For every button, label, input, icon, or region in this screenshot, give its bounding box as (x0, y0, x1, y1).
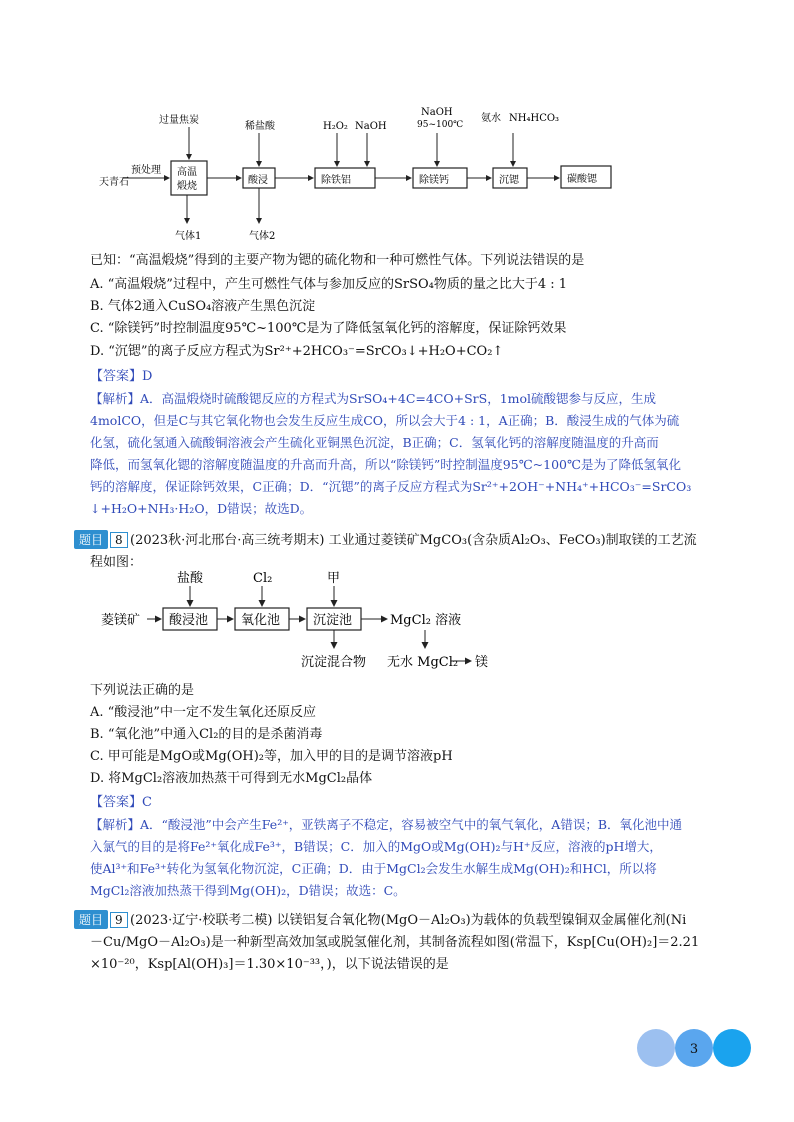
flow1-input-naoh2: NaOH (421, 107, 453, 118)
q8-tag (74, 530, 128, 549)
q7-explain-6: ↓+H₂O+NH₃·H₂O，D错误；故选D。 (90, 501, 313, 516)
flow1-input-hcl: 稀盐酸 (245, 121, 275, 132)
q7-option-b: B. 气体2通入CuSO₄溶液产生黑色沉淀 (90, 299, 316, 314)
flow1-gas2: 气体2 (249, 231, 276, 242)
flow1-box-fe-al: 除铁铝 (321, 175, 351, 186)
q7-explain-5: 钙的溶解度，保证除钙效果，C正确；D．“沉锶”的离子反应方程式为Sr²⁺+2OH⁻+NH₄⁺+HCO₃⁻=SrCO₃ (90, 479, 692, 494)
q7-option-d: D. “沉锶”的离子反应方程式为Sr²⁺+2HCO₃⁻=SrCO₃↓+H₂O+CO₂↑ (90, 344, 504, 359)
page-number: 3 (689, 1042, 699, 1057)
q8-flow-product: MgCl₂ 溶液 (390, 613, 462, 628)
q8-stem-2: 程如图： (90, 555, 143, 570)
q9-tag (74, 910, 128, 929)
q9-stem-2: －Cu/MgO－Al₂O₃)是一种新型高效加氢或脱氢催化剂，其制备流程如图(常温下，Ksp[Cu(OH)₂]＝2.21 (90, 935, 700, 950)
q7-answer-label: 【答案】 (90, 369, 143, 384)
flow1-input-ammonia: 氨水 (481, 113, 501, 124)
q8-flow-top-cl2: Cl₂ (253, 571, 273, 586)
page-number-badge (636, 1028, 752, 1068)
flowchart-strontium (95, 105, 635, 245)
q8-flow-start: 菱镁矿 (101, 613, 141, 628)
flowchart-magnesium-svg (95, 568, 495, 678)
q8-answer (90, 792, 152, 814)
q8-flow-box-leach: 酸浸池 (169, 613, 209, 628)
q8-option-a: A. “酸浸池”中一定不发生氧化还原反应 (90, 705, 316, 720)
q9-stem-3: ×10⁻²⁰，Ksp[Al(OH)₃]＝1.30×10⁻³³，)，以下说法错误的是 (90, 957, 449, 972)
q8-explain-2: 入氯气的目的是将Fe²⁺氧化成Fe³⁺，B错误；C．加入的MgO或Mg(OH)₂与H⁺反应，溶液的pH增大， (90, 839, 662, 854)
flowchart-magnesium (95, 568, 495, 678)
q7-answer-value: D (142, 369, 153, 384)
q7-explain-2: 4molCO，但是C与其它氧化物也会发生反应生成CO，所以会大于4 : 1，A正确；B．酸浸生成的气体为硫 (90, 413, 680, 428)
q8-flow-top-hcl: 盐酸 (177, 571, 204, 586)
flow1-box-mg-ca: 除镁钙 (419, 175, 449, 186)
q8-answer-value: C (142, 795, 152, 810)
flow1-input-temp: 95~100℃ (417, 120, 464, 130)
q8-answer-label: 【答案】 (90, 795, 143, 810)
page-badge-svg (636, 1028, 752, 1068)
q8-tag-number: 8 (110, 532, 128, 548)
flow1-box-leach: 酸浸 (248, 175, 268, 186)
q8-explain-3: 使Al³⁺和Fe³⁺转化为氢氧化物沉淀，C正确；D．由于MgCl₂会发生水解生成Mg(OH)₂和HCl，所以将 (90, 861, 657, 876)
q7-explain-4: 降低，而氢氧化锶的溶解度随温度的升高而升高，所以“除镁钙”时控制温度95℃~100℃是为了降低氢氧化 (90, 457, 681, 472)
flow1-input-nh4hco3: NH₄HCO₃ (509, 113, 560, 124)
q7-option-c: C. “除镁钙”时控制温度95℃~100℃是为了降低氢氧化钙的溶解度，保证除钙效果 (90, 321, 567, 336)
q8-option-d: D. 将MgCl₂溶液加热蒸干可得到无水MgCl₂晶体 (90, 771, 373, 786)
q7-option-a: A. “高温煅烧”过程中，产生可燃性气体与参加反应的SrSO₄物质的量之比大于4 : 1 (90, 277, 568, 292)
q7-answer (90, 366, 152, 388)
flow1-input-naoh: NaOH (355, 121, 387, 132)
q8-explain-1: 【解析】A．“酸浸池”中会产生Fe²⁺，亚铁离子不稳定，容易被空气中的氧气氧化，A错误；B．氧化池中通 (90, 817, 683, 832)
q8-option-b: B. “氧化池”中通入Cl₂的目的是杀菌消毒 (90, 727, 323, 742)
q8-option-c: C. 甲可能是MgO或Mg(OH)₂等，加入甲的目的是调节溶液pH (90, 749, 453, 764)
q8-question: 下列说法正确的是 (90, 683, 195, 698)
flow1-box-roast-a: 高温 (177, 167, 197, 178)
q8-flow-waste: 沉淀混合物 (301, 655, 367, 670)
q7-explain-1: 【解析】A．高温煅烧时硫酸锶反应的方程式为SrSO₄+4C=4CO+SrS，1mol硫酸锶参与反应，生成 (90, 391, 657, 406)
flow1-box-roast-b: 煅烧 (177, 181, 197, 192)
flow1-left-input: 天青石 (99, 177, 129, 188)
q8-flow-box-oxid: 氧化池 (241, 613, 281, 628)
flowchart-strontium-svg (95, 105, 635, 245)
q8-stem-1: (2023秋·河北邢台·高三统考期末) 工业通过菱镁矿MgCO₃(含杂质Al₂O₃、FeCO₃)制取镁的工艺流 (130, 533, 697, 548)
q9-stem-1: (2023·辽宁·校联考二模) 以镁铝复合氧化物(MgO－Al₂O₃)为载体的负载型镍铜双金属催化剂(Ni (130, 913, 687, 928)
flow1-box-product: 碳酸锶 (567, 174, 597, 185)
flow1-input-coke: 过量焦炭 (159, 115, 199, 126)
q9-tag-label: 题目 (74, 910, 108, 929)
q8-flow-box-precip: 沉淀池 (313, 613, 353, 628)
flow1-gas1: 气体1 (175, 231, 202, 242)
q8-explain-4: MgCl₂溶液加热蒸干得到Mg(OH)₂，D错误；故选：C。 (90, 883, 406, 898)
q9-tag-number: 9 (110, 912, 128, 928)
q8-tag-label: 题目 (74, 530, 108, 549)
flow1-pretreat-label: 预处理 (131, 165, 161, 176)
q8-flow-mg: 镁 (475, 655, 489, 670)
badge-circle-light (637, 1029, 675, 1067)
q8-flow-top-jia: 甲 (327, 571, 341, 586)
flow1-box-sr: 沉锶 (499, 175, 519, 186)
q7-explain-3: 化氢，硫化氢通入硫酸铜溶液会产生硫化亚铜黑色沉淀，B正确；C．氢氧化钙的溶解度随温度的升高而 (90, 435, 659, 450)
q8-flow-anhydrous: 无水 MgCl₂ (387, 655, 459, 670)
q7-known: 已知：“高温煅烧”得到的主要产物为锶的硫化物和一种可燃性气体。下列说法错误的是 (90, 253, 585, 268)
flow1-input-h2o2: H₂O₂ (323, 121, 348, 132)
badge-circle-dark (713, 1029, 751, 1067)
